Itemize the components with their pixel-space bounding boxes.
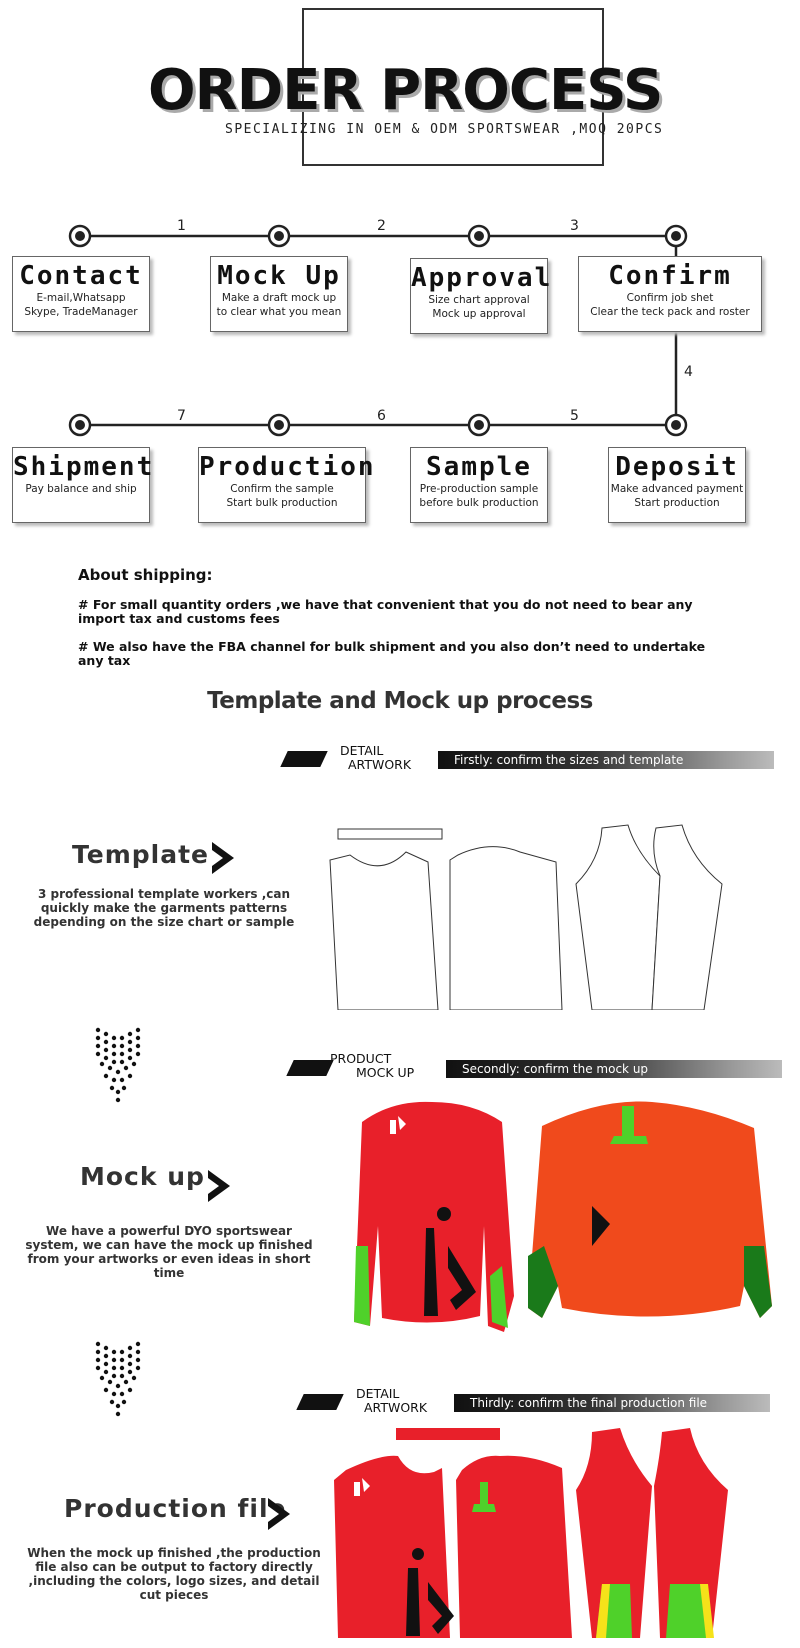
step-contact bbox=[12, 256, 150, 332]
step-desc: Skype, TradeManager bbox=[24, 306, 138, 318]
tag-strip: Secondly: confirm the mock up bbox=[446, 1060, 782, 1078]
step-title: Sample bbox=[426, 452, 532, 482]
arrow-right-icon bbox=[268, 1498, 290, 1530]
tag-strip: Firstly: confirm the sizes and template bbox=[438, 751, 774, 769]
step-desc: Make advanced payment bbox=[610, 483, 744, 495]
arrow-right-icon bbox=[212, 842, 234, 874]
tag-label-line: DETAIL bbox=[340, 743, 384, 758]
tag-label-line: ARTWORK bbox=[364, 1400, 428, 1415]
tag-strip: Thirdly: confirm the final production file bbox=[454, 1394, 770, 1412]
step-number-6: 6 bbox=[377, 408, 386, 424]
template-title: Template bbox=[72, 840, 209, 869]
step-desc: Clear the teck pack and roster bbox=[590, 306, 750, 318]
step-desc: Start bulk production bbox=[226, 497, 338, 509]
tag-label bbox=[340, 744, 411, 772]
step-desc: Pre-production sample bbox=[419, 483, 539, 495]
step-desc: before bulk production bbox=[419, 497, 539, 509]
shipping-heading: About shipping: bbox=[78, 566, 213, 584]
step-number-2: 2 bbox=[377, 218, 386, 234]
dot-chevron-icon bbox=[92, 1338, 144, 1418]
tag-label-line: DETAIL bbox=[356, 1386, 400, 1401]
step-number-5: 5 bbox=[570, 408, 579, 424]
step-title: Approval bbox=[411, 263, 553, 293]
step-title: Contact bbox=[19, 261, 143, 291]
step-desc: Start production bbox=[634, 497, 720, 509]
step-sample bbox=[410, 447, 548, 523]
step-confirm bbox=[578, 256, 762, 332]
process-title: Template and Mock up process bbox=[207, 688, 593, 714]
template-desc: 3 professional template workers ,can quickly make the garments patterns depending on the size chart or sample bbox=[33, 887, 295, 929]
step-desc: Mock up approval bbox=[432, 308, 526, 320]
step-approval bbox=[410, 258, 553, 334]
step-mock-up bbox=[210, 256, 348, 332]
step-desc: to clear what you mean bbox=[216, 306, 342, 318]
shipping-note-1: # For small quantity orders ,we have that convenient that you do not need to bear any import tax and customs fees bbox=[78, 597, 693, 626]
step-title: Shipment bbox=[13, 452, 155, 482]
step-number-3: 3 bbox=[570, 218, 579, 234]
step-number-4: 4 bbox=[684, 364, 693, 380]
arrow-right-icon bbox=[208, 1170, 230, 1202]
tag-label bbox=[356, 1387, 427, 1415]
shipping-note-2: # We also have the FBA channel for bulk shipment and you also don’t need to undertake any tax bbox=[78, 639, 706, 668]
step-number-1: 1 bbox=[177, 218, 186, 234]
tag-label-line: ARTWORK bbox=[348, 757, 412, 772]
step-desc: Pay balance and ship bbox=[25, 483, 137, 495]
mockup-desc: We have a powerful DYO sportswear system, we can have the mock up finished from your artworks or even ideas in short time bbox=[25, 1224, 313, 1280]
page-title: ORDER PROCESS bbox=[148, 58, 663, 123]
step-desc: Confirm the sample bbox=[230, 483, 334, 495]
step-desc: Size chart approval bbox=[428, 294, 530, 306]
page-subtitle: SPECIALIZING IN OEM & ODM SPORTSWEAR ,MOQ 20PCS bbox=[225, 122, 664, 137]
step-desc: E-mail,Whatsapp bbox=[36, 292, 126, 304]
step-title: Confirm bbox=[608, 261, 732, 291]
step-deposit bbox=[608, 447, 746, 523]
dot-chevron-icon bbox=[92, 1024, 144, 1104]
step-title: Production bbox=[199, 452, 376, 482]
tag-label-line: MOCK UP bbox=[356, 1065, 415, 1080]
step-title: Deposit bbox=[615, 452, 739, 482]
tag-bar bbox=[296, 1394, 343, 1410]
step-number-7: 7 bbox=[177, 408, 186, 424]
production-file-desc: When the mock up finished ,the production file also can be output to factory directly ,including the colors, logo sizes, and detail cut pieces bbox=[27, 1546, 321, 1602]
step-desc: Confirm job shet bbox=[626, 292, 714, 304]
mockup-shirts-illustration bbox=[352, 1096, 782, 1336]
step-shipment bbox=[12, 447, 155, 523]
production-file-patterns bbox=[330, 1420, 770, 1642]
tag-label bbox=[330, 1052, 414, 1080]
step-title: Mock Up bbox=[217, 261, 341, 291]
tag-bar bbox=[286, 1060, 333, 1076]
step-desc: Make a draft mock up bbox=[221, 292, 337, 304]
template-patterns bbox=[320, 820, 760, 1010]
mockup-title: Mock up bbox=[80, 1162, 205, 1191]
tag-label-line: PRODUCT bbox=[330, 1051, 392, 1066]
tag-bar bbox=[280, 751, 327, 767]
step-production bbox=[198, 447, 376, 523]
production-file-title: Production file bbox=[64, 1494, 287, 1523]
